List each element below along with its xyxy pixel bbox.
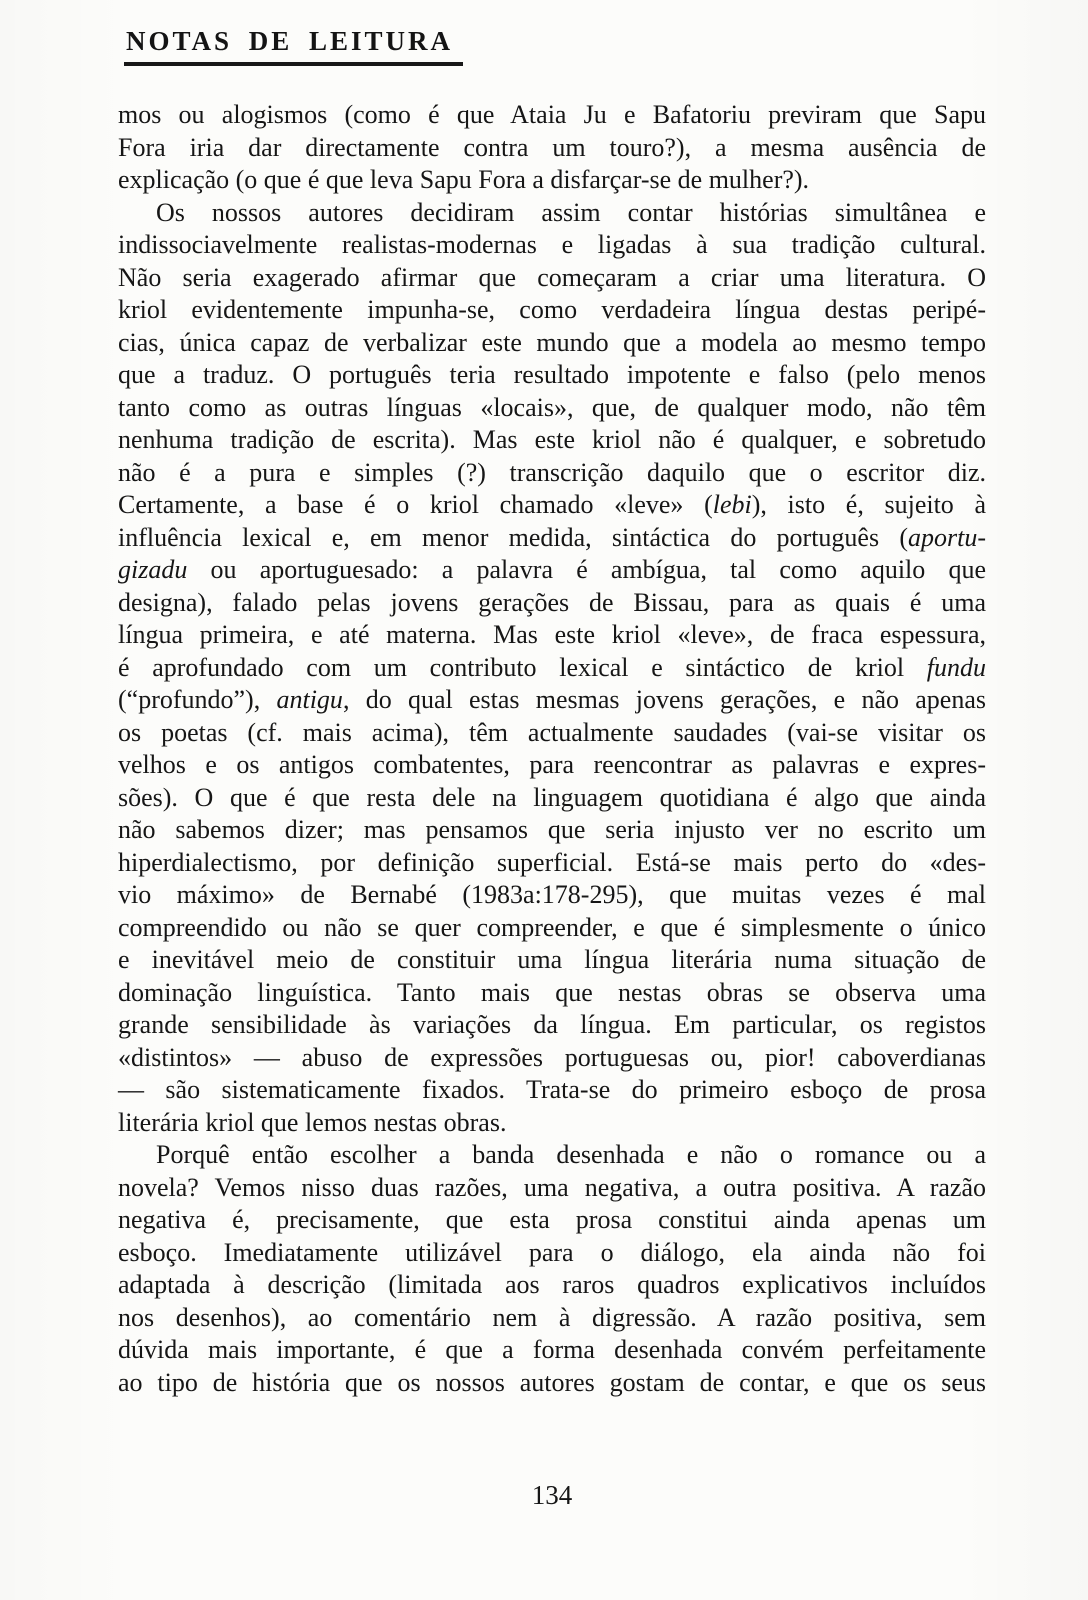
text-segment: (“profundo”),: [118, 685, 277, 714]
text-segment: língua primeira, e até materna. Mas este kriol «leve», de fraca espessura,: [118, 620, 986, 649]
text-segment: ou aportuguesado: a palavra é ambígua, tal como aquilo que: [187, 555, 986, 584]
text-segment: nenhuma tradição de escrita). Mas este kriol não é qualquer, e sobretudo: [118, 425, 986, 454]
text-line: [118, 262, 986, 295]
text-segment: é aprofundado com um contributo lexical e sintáctico de kriol: [118, 652, 927, 682]
text-segment: influência lexical e, em menor medida, sintáctica do português (: [118, 522, 908, 552]
text-segment: tanto como as outras línguas «locais», que, de qualquer modo, não têm: [118, 392, 986, 422]
text-segment: kriol evidentemente impunha-se, como verdadeira língua destas peripé-: [118, 295, 986, 324]
text-line: [118, 717, 986, 750]
text-line: [118, 99, 986, 132]
text-line: [118, 522, 986, 555]
text-segment: vio máximo» de Bernabé (1983a:178-295), que muitas vezes é mal: [118, 880, 986, 909]
text-segment: dominação linguística. Tanto mais que nestas obras se observa uma: [118, 977, 986, 1007]
text-line: [118, 1042, 986, 1075]
text-segment: não sabemos dizer; mas pensamos que seria injusto ver no escrito um: [118, 815, 986, 844]
text-line: [118, 879, 986, 912]
text-segment: e inevitável meio de constituir uma língua literária numa situação de: [118, 945, 986, 974]
text-line: [118, 164, 986, 197]
text-line: [118, 1172, 986, 1205]
text-segment: negativa é, precisamente, que esta prosa constitui ainda apenas um: [118, 1205, 986, 1234]
text-line: [118, 652, 986, 685]
text-segment: cias, única capaz de verbalizar este mundo que a modela ao mesmo tempo: [118, 327, 986, 357]
text-line: [118, 977, 986, 1010]
italic-text-segment: lebi: [712, 490, 752, 519]
text-line: [118, 489, 986, 522]
text-segment: explicação (o que é que leva Sapu Fora a disfarçar-se de mulher?).: [118, 165, 810, 194]
text-line: [118, 1074, 986, 1107]
text-segment: esboço. Imediatamente utilizável para o diálogo, ela ainda não foi: [118, 1237, 986, 1267]
text-segment: Fora iria dar directamente contra um touro?), a mesma ausência de: [118, 132, 986, 162]
text-block: [118, 99, 986, 1399]
text-segment: literária kriol que lemos nestas obras.: [118, 1107, 507, 1137]
text-line: [118, 392, 986, 425]
italic-text-segment: gizadu: [118, 555, 188, 584]
text-line: [118, 1237, 986, 1270]
text-line: [118, 684, 986, 717]
text-segment: Não seria exagerado afirmar que começaram a criar uma literatura. O: [118, 262, 986, 292]
text-segment: — são sistematicamente fixados. Trata-se do primeiro esboço de prosa: [118, 1075, 986, 1104]
text-segment: Os nossos autores decidiram assim contar histórias simultânea e: [156, 197, 986, 227]
text-line: [118, 457, 986, 490]
text-line: [118, 197, 986, 230]
text-line: [118, 359, 986, 392]
text-line: [118, 132, 986, 165]
text-segment: mos ou alogismos (como é que Ataia Ju e Bafatoriu previram que Sapu: [118, 100, 986, 129]
text-segment: ), isto é, sujeito à: [751, 490, 986, 519]
text-segment: velhos e os antigos combatentes, para reencontrar as palavras e expres-: [118, 750, 986, 779]
text-line: [118, 1107, 986, 1140]
running-head-title: NOTAS DE LEITURA: [124, 26, 463, 66]
text-line: [118, 1302, 986, 1335]
text-segment: sões). O que é que resta dele na linguagem quotidiana é algo que ainda: [118, 782, 986, 812]
text-line: [118, 587, 986, 620]
text-segment: os poetas (cf. mais acima), têm actualmente saudades (vai-se visitar os: [118, 717, 986, 747]
text-line: [118, 294, 986, 327]
text-line: [118, 327, 986, 360]
text-line: [118, 619, 986, 652]
text-line: [118, 229, 986, 262]
text-segment: designa), falado pelas jovens gerações de Bissau, para as quais é uma: [118, 587, 986, 617]
page-number: 134: [531, 1480, 573, 1510]
italic-text-segment: aportu-: [908, 522, 986, 552]
text-line: [118, 847, 986, 880]
text-segment: Certamente, a base é o kriol chamado «leve» (: [118, 490, 713, 519]
text-segment: , do qual estas mesmas jovens gerações, e não apenas: [342, 685, 986, 714]
text-segment: grande sensibilidade às variações da língua. Em particular, os registos: [118, 1010, 986, 1039]
text-segment: não é a pura e simples (?) transcrição daquilo que o escritor diz.: [118, 457, 986, 487]
text-segment: indissociavelmente realistas-modernas e ligadas à sua tradição cultural.: [118, 230, 986, 259]
text-segment: que a traduz. O português teria resultado impotente e falso (pelo menos: [118, 360, 986, 389]
text-line: [118, 912, 986, 945]
text-line: [118, 944, 986, 977]
text-line: [118, 814, 986, 847]
text-segment: ao tipo de história que os nossos autores gostam de contar, e que os seus: [118, 1367, 986, 1397]
text-line: [118, 1204, 986, 1237]
text-segment: nos desenhos), ao comentário nem à digressão. A razão positiva, sem: [118, 1302, 986, 1332]
text-line: [118, 1269, 986, 1302]
text-line: [118, 749, 986, 782]
text-line: [118, 1334, 986, 1367]
italic-text-segment: fundu: [926, 652, 986, 682]
text-segment: adaptada à descrição (limitada aos raros quadros explicativos incluídos: [118, 1270, 986, 1299]
italic-text-segment: antigu: [276, 685, 343, 714]
text-line: [118, 424, 986, 457]
text-segment: «distintos» — abuso de expressões portuguesas ou, pior! caboverdianas: [118, 1042, 986, 1072]
text-segment: novela? Vemos nisso duas razões, uma negativa, a outra positiva. A razão: [118, 1172, 986, 1202]
text-line: [118, 782, 986, 815]
text-segment: dúvida mais importante, é que a forma desenhada convém perfeitamente: [118, 1335, 986, 1364]
text-line: [118, 1139, 986, 1172]
text-line: [118, 1367, 986, 1400]
text-segment: compreendido ou não se quer compreender, e que é simplesmente o único: [118, 912, 986, 942]
text-segment: hiperdialectismo, por definição superficial. Está-se mais perto do «des-: [118, 847, 986, 877]
text-line: [118, 554, 986, 587]
text-segment: Porquê então escolher a banda desenhada e não o romance ou a: [156, 1140, 986, 1169]
text-line: [118, 1009, 986, 1042]
